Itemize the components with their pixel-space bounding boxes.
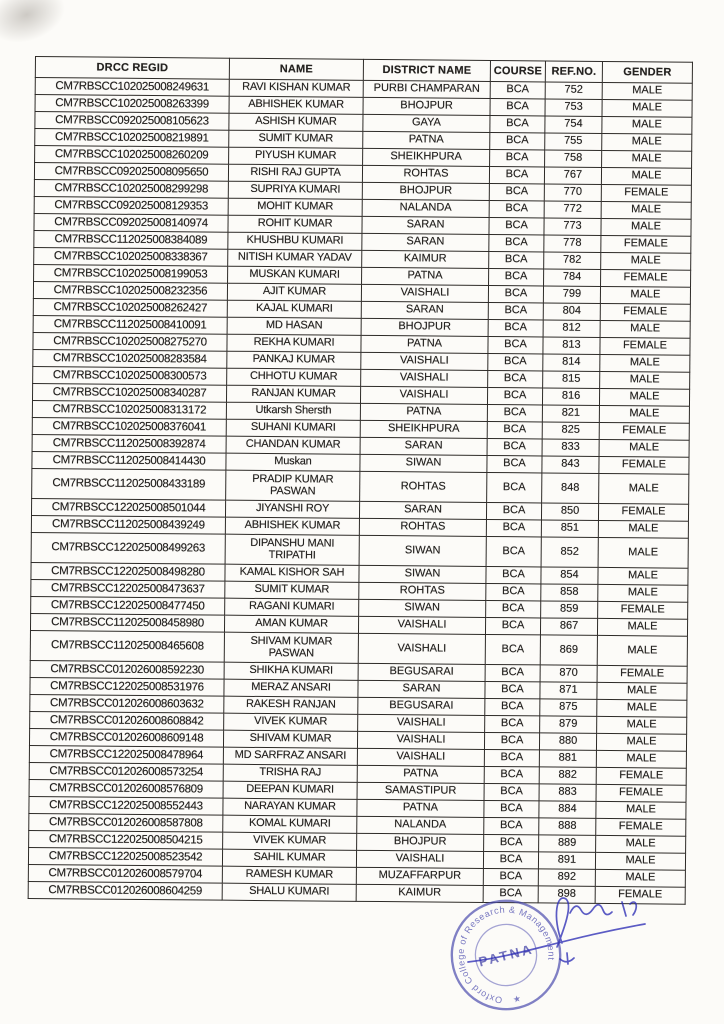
cell-course: BCA	[489, 268, 544, 285]
cell-district: VAISHALI	[361, 369, 488, 387]
cell-name: CHANDAN KUMAR	[226, 436, 360, 454]
signature-flourish-stroke	[468, 924, 645, 962]
cell-name: DIPANSHU MANI TRIPATHI	[225, 534, 359, 565]
cell-district: SHEIKHPURA	[363, 148, 490, 166]
cell-name: TRISHA RAJ	[223, 764, 357, 782]
cell-course: BCA	[488, 336, 543, 353]
cell-course: BCA	[484, 834, 539, 851]
cell-regid: CM7RBSCC122025008498280	[31, 562, 225, 581]
cell-district: BHOJPUR	[363, 97, 490, 115]
cell-district: MUZAFFARPUR	[356, 867, 483, 885]
cell-name: RAGANI KUMARI	[225, 598, 359, 616]
cell-gender: FEMALE	[599, 456, 689, 474]
cell-ref: 843	[542, 456, 599, 473]
cell-district: BHOJPUR	[361, 318, 488, 336]
cell-district: VAISHALI	[358, 616, 485, 634]
cell-name: ABHISHEK KUMAR	[225, 517, 359, 535]
cell-gender: FEMALE	[598, 503, 688, 521]
cell-district: PATNA	[363, 131, 490, 149]
cell-gender: FEMALE	[600, 337, 690, 355]
cell-regid: CM7RBSCC012026008604259	[28, 881, 222, 900]
cell-name: Utkarsh Shersth	[226, 402, 360, 420]
cell-district: VAISHALI	[357, 748, 484, 766]
cell-regid: CM7RBSCC102025008376041	[32, 417, 226, 436]
cell-gender: MALE	[601, 167, 691, 185]
cell-ref: 752	[545, 82, 602, 99]
cell-ref: 881	[539, 750, 596, 767]
signature-scribble-stroke	[570, 905, 612, 915]
header-ref-no: REF.NO.	[545, 61, 602, 82]
cell-course: BCA	[486, 519, 541, 536]
cell-course: BCA	[484, 783, 539, 800]
cell-gender: FEMALE	[598, 601, 688, 619]
cell-regid: CM7RBSCC122025008477450	[31, 596, 225, 615]
cell-name: MOHIT KUMAR	[228, 198, 362, 216]
stamp-star-icon: ★	[511, 993, 523, 1005]
cell-ref: 870	[540, 665, 597, 682]
cell-name: PIYUSH KUMAR	[229, 147, 363, 165]
cell-regid: CM7RBSCC092025008105623	[35, 112, 229, 131]
cell-regid: CM7RBSCC012026008573254	[29, 762, 223, 781]
cell-name: SUMIT KUMAR	[229, 130, 363, 148]
cell-district: BHOJPUR	[357, 833, 484, 851]
cell-name: SUPRIYA KUMARI	[228, 181, 362, 199]
cell-course: BCA	[485, 664, 540, 681]
cell-name: VIVEK KUMAR	[223, 832, 357, 850]
cell-ref: 753	[545, 99, 602, 116]
cell-name: MERAZ ANSARI	[224, 679, 358, 697]
cell-regid: CM7RBSCC012026008592230	[30, 660, 224, 679]
header-name: NAME	[229, 58, 363, 80]
cell-course: BCA	[483, 868, 538, 885]
cell-regid: CM7RBSCC122025008552443	[29, 796, 223, 815]
cell-district: VAISHALI	[361, 284, 488, 302]
cell-ref: 882	[539, 767, 596, 784]
table-body	[28, 78, 692, 905]
cell-ref: 816	[542, 388, 599, 405]
cell-ref: 770	[544, 184, 601, 201]
cell-course: BCA	[490, 98, 545, 115]
cell-regid: CM7RBSCC112025008392874	[32, 434, 226, 453]
cell-gender: MALE	[602, 82, 692, 100]
cell-gender: MALE	[598, 537, 688, 568]
cell-name: KHUSHBU KUMARI	[228, 232, 362, 250]
cell-gender: MALE	[597, 618, 687, 636]
cell-name: DEEPAN KUMARI	[223, 781, 357, 799]
cell-ref: 867	[540, 618, 597, 635]
cell-district: KAIMUR	[362, 250, 489, 268]
cell-district: SIWAN	[359, 535, 486, 566]
cell-course: BCA	[490, 115, 545, 132]
cell-name: CHHOTU KUMAR	[227, 368, 361, 386]
cell-course: BCA	[489, 217, 544, 234]
cell-ref: 782	[544, 252, 601, 269]
cell-course: BCA	[483, 851, 538, 868]
cell-regid: CM7RBSCC112025008439249	[31, 515, 225, 534]
cell-regid: CM7RBSCC102025008313172	[32, 400, 226, 419]
cell-course: BCA	[489, 234, 544, 251]
cell-gender: MALE	[601, 218, 691, 236]
cell-district: KAIMUR	[356, 884, 483, 902]
cell-district: SIWAN	[359, 565, 486, 583]
cell-regid: CM7RBSCC102025008260209	[35, 146, 229, 165]
cell-course: BCA	[487, 472, 542, 502]
cell-name: SHIVAM KUMAR PASWAN	[224, 632, 358, 663]
cell-ref: 891	[538, 852, 595, 869]
cell-regid: CM7RBSCC102025008340287	[32, 383, 226, 402]
cell-ref: 784	[544, 269, 601, 286]
cell-regid: CM7RBSCC122025008478964	[29, 745, 223, 764]
cell-name: SHIVAM KUMAR	[223, 730, 357, 748]
cell-course: BCA	[485, 698, 540, 715]
cell-ref: 767	[544, 167, 601, 184]
cell-course: BCA	[488, 370, 543, 387]
cell-district: BEGUSARAI	[358, 697, 485, 715]
cell-name: SHIKHA KUMARI	[224, 662, 358, 680]
cell-course: BCA	[484, 766, 539, 783]
cell-ref: 889	[539, 835, 596, 852]
cell-district: ROHTAS	[359, 582, 486, 600]
cell-course: BCA	[488, 302, 543, 319]
cell-course: BCA	[489, 200, 544, 217]
cell-name: JIYANSHI ROY	[225, 500, 359, 518]
signature-loop-stroke	[556, 898, 568, 947]
cell-gender: MALE	[598, 584, 688, 602]
cell-name: MD SARFRAZ ANSARI	[223, 747, 357, 765]
cell-gender: FEMALE	[601, 269, 691, 287]
cell-course: BCA	[486, 583, 541, 600]
cell-regid: CM7RBSCC012026008579704	[28, 864, 222, 883]
cell-name: REKHA KUMARI	[227, 334, 361, 352]
cell-name: NITISH KUMAR YADAV	[228, 249, 362, 267]
cell-name: AJIT KUMAR	[227, 283, 361, 301]
cell-district: ROHTAS	[360, 471, 487, 502]
cell-regid: CM7RBSCC102025008219891	[35, 129, 229, 148]
cell-course: BCA	[485, 634, 540, 664]
cell-district: PATNA	[361, 335, 488, 353]
cell-gender: FEMALE	[601, 184, 691, 202]
cell-name: Muskan	[226, 453, 360, 471]
cell-gender: MALE	[598, 520, 688, 538]
cell-gender: MALE	[595, 852, 685, 870]
cell-course: BCA	[487, 455, 542, 472]
cell-course: BCA	[484, 749, 539, 766]
cell-name: RISHI RAJ GUPTA	[228, 164, 362, 182]
cell-course: BCA	[485, 715, 540, 732]
cell-regid: CM7RBSCC012026008608842	[30, 711, 224, 730]
cell-ref: 888	[539, 818, 596, 835]
cell-regid: CM7RBSCC012026008576809	[29, 779, 223, 798]
cell-name: SAHIL KUMAR	[222, 849, 356, 867]
cell-course: BCA	[490, 149, 545, 166]
cell-ref: 869	[540, 635, 597, 665]
cell-ref: 833	[542, 439, 599, 456]
cell-district: VAISHALI	[361, 352, 488, 370]
cell-course: BCA	[485, 681, 540, 698]
cell-district: VAISHALI	[356, 850, 483, 868]
cell-district: SARAN	[359, 501, 486, 519]
handwritten-signature	[440, 880, 666, 1000]
header-district-name: DISTRICT NAME	[363, 59, 490, 81]
cell-district: BHOJPUR	[362, 182, 489, 200]
cell-course: BCA	[488, 353, 543, 370]
cell-regid: CM7RBSCC122025008473637	[31, 579, 225, 598]
cell-course: BCA	[484, 800, 539, 817]
cell-regid: CM7RBSCC102025008199053	[34, 264, 228, 283]
header-gender: GENDER	[602, 61, 692, 83]
cell-gender: MALE	[600, 286, 690, 304]
cell-district: SHEIKHPURA	[360, 420, 487, 438]
cell-gender: MALE	[602, 150, 692, 168]
cell-gender: MALE	[595, 869, 685, 887]
cell-ref: 814	[543, 354, 600, 371]
scan-smudge	[0, 0, 76, 53]
cell-ref: 778	[544, 235, 601, 252]
cell-name: PANKAJ KUMAR	[227, 351, 361, 369]
cell-course: BCA	[487, 421, 542, 438]
cell-name: MUSKAN KUMARI	[228, 266, 362, 284]
cell-gender: MALE	[599, 405, 689, 423]
cell-gender: MALE	[598, 567, 688, 585]
cell-regid: CM7RBSCC122025008531976	[30, 677, 224, 696]
stamp-center-text: PATNA	[477, 941, 536, 970]
cell-gender: MALE	[599, 388, 689, 406]
cell-gender: FEMALE	[597, 665, 687, 683]
student-roster-table	[28, 56, 693, 905]
cell-gender: MALE	[597, 716, 687, 734]
cell-ref: 880	[539, 733, 596, 750]
cell-ref: 859	[541, 601, 598, 618]
cell-gender: MALE	[596, 750, 686, 768]
cell-ref: 851	[541, 520, 598, 537]
cell-name: PRADIP KUMAR PASWAN	[226, 470, 360, 501]
cell-course: BCA	[484, 732, 539, 749]
cell-ref: 852	[541, 537, 598, 567]
cell-ref: 848	[542, 473, 599, 503]
cell-regid: CM7RBSCC102025008283584	[33, 349, 227, 368]
cell-gender: FEMALE	[600, 303, 690, 321]
cell-name: ABHISHEK KUMAR	[229, 96, 363, 114]
cell-ref: 898	[538, 886, 595, 903]
header-drcc-regid: DRCC REGID	[35, 57, 229, 80]
cell-regid: CM7RBSCC112025008384089	[34, 230, 228, 249]
cell-name: RAVI KISHAN KUMAR	[229, 79, 363, 97]
cell-gender: FEMALE	[596, 784, 686, 802]
cell-gender: FEMALE	[596, 818, 686, 836]
cell-regid: CM7RBSCC112025008433189	[32, 468, 226, 500]
cell-course: BCA	[487, 404, 542, 421]
cell-course: BCA	[485, 617, 540, 634]
cell-district: VAISHALI	[360, 386, 487, 404]
cell-name: ASHISH KUMAR	[229, 113, 363, 131]
cell-regid: CM7RBSCC112025008465608	[30, 630, 224, 662]
cell-gender: MALE	[596, 835, 686, 853]
cell-ref: 821	[542, 405, 599, 422]
cell-district: ROHTAS	[359, 518, 486, 536]
cell-regid: CM7RBSCC102025008263399	[35, 95, 229, 114]
cell-gender: MALE	[596, 733, 686, 751]
cell-course: BCA	[483, 885, 538, 902]
cell-gender: MALE	[601, 252, 691, 270]
cell-district: VAISHALI	[358, 633, 485, 664]
cell-name: SUHANI KUMARI	[226, 419, 360, 437]
cell-gender: FEMALE	[595, 886, 685, 904]
cell-name: SHALU KUMARI	[222, 883, 356, 901]
header-course: COURSE	[490, 60, 545, 81]
signature-mark-2	[630, 902, 636, 915]
cell-gender: MALE	[599, 473, 689, 504]
cell-regid: CM7RBSCC012026008603632	[30, 694, 224, 713]
cell-gender: MALE	[600, 354, 690, 372]
cell-course: BCA	[490, 132, 545, 149]
cell-name: NARAYAN KUMAR	[223, 798, 357, 816]
cell-course: BCA	[486, 600, 541, 617]
cell-ref: 879	[540, 716, 597, 733]
cell-regid: CM7RBSCC012026008587808	[29, 813, 223, 832]
signature-tick-stroke-2	[567, 953, 568, 964]
cell-district: SIWAN	[360, 454, 487, 472]
cell-regid: CM7RBSCC112025008414430	[32, 451, 226, 470]
cell-ref: 875	[540, 699, 597, 716]
signature-mark-1	[622, 902, 626, 916]
cell-regid: CM7RBSCC092025008140974	[34, 213, 228, 232]
cell-course: BCA	[484, 817, 539, 834]
cell-name: KAMAL KISHOR SAH	[225, 564, 359, 582]
cell-course: BCA	[490, 81, 545, 98]
cell-district: SIWAN	[359, 599, 486, 617]
cell-name: AMAN KUMAR	[224, 615, 358, 633]
cell-regid: CM7RBSCC102025008338367	[34, 247, 228, 266]
cell-ref: 883	[539, 784, 596, 801]
cell-ref: 812	[543, 320, 600, 337]
cell-course: BCA	[489, 251, 544, 268]
cell-district: PATNA	[357, 765, 484, 783]
cell-regid: CM7RBSCC102025008275270	[33, 332, 227, 351]
cell-gender: FEMALE	[601, 235, 691, 253]
cell-district: NALANDA	[362, 199, 489, 217]
cell-gender: MALE	[601, 201, 691, 219]
cell-district: SARAN	[362, 233, 489, 251]
cell-gender: MALE	[600, 371, 690, 389]
cell-regid: CM7RBSCC102025008232356	[33, 281, 227, 300]
cell-district: SARAN	[361, 301, 488, 319]
cell-gender: FEMALE	[596, 767, 686, 785]
cell-regid: CM7RBSCC102025008262427	[33, 298, 227, 317]
cell-course: BCA	[488, 285, 543, 302]
cell-gender: MALE	[600, 320, 690, 338]
cell-ref: 799	[543, 286, 600, 303]
cell-gender: MALE	[597, 699, 687, 717]
cell-course: BCA	[486, 536, 541, 566]
cell-district: SARAN	[362, 216, 489, 234]
cell-regid: CM7RBSCC012026008609148	[29, 728, 223, 747]
cell-district: BEGUSARAI	[358, 663, 485, 681]
cell-district: SAMASTIPUR	[357, 782, 484, 800]
cell-district: PATNA	[362, 267, 489, 285]
cell-ref: 815	[543, 371, 600, 388]
cell-district: VAISHALI	[357, 731, 484, 749]
cell-district: SARAN	[358, 680, 485, 698]
cell-district: VAISHALI	[358, 714, 485, 732]
cell-regid: CM7RBSCC102025008299298	[34, 179, 228, 198]
cell-name: KOMAL KUMARI	[223, 815, 357, 833]
cell-name: ROHIT KUMAR	[228, 215, 362, 233]
cell-district: PATNA	[357, 799, 484, 817]
cell-gender: MALE	[597, 635, 687, 666]
cell-ref: 884	[539, 801, 596, 818]
cell-name: VIVEK KUMAR	[224, 713, 358, 731]
cell-course: BCA	[489, 183, 544, 200]
cell-course: BCA	[486, 566, 541, 583]
cell-regid: CM7RBSCC122025008523542	[28, 847, 222, 866]
cell-ref: 755	[545, 133, 602, 150]
cell-district: PATNA	[360, 403, 487, 421]
cell-ref: 871	[540, 682, 597, 699]
cell-gender: MALE	[597, 682, 687, 700]
cell-regid: CM7RBSCC122025008499263	[31, 532, 225, 564]
cell-regid: CM7RBSCC092025008095650	[34, 163, 228, 182]
cell-district: PURBI CHAMPARAN	[363, 80, 490, 98]
cell-name: MD HASAN	[227, 317, 361, 335]
cell-regid: CM7RBSCC122025008501044	[31, 498, 225, 517]
cell-ref: 858	[541, 584, 598, 601]
cell-name: RANJAN KUMAR	[226, 385, 360, 403]
cell-course: BCA	[489, 166, 544, 183]
cell-course: BCA	[487, 387, 542, 404]
cell-regid: CM7RBSCC092025008129353	[34, 196, 228, 215]
cell-ref: 754	[545, 116, 602, 133]
cell-gender: FEMALE	[599, 422, 689, 440]
cell-ref: 772	[544, 201, 601, 218]
cell-ref: 854	[541, 567, 598, 584]
cell-gender: MALE	[602, 99, 692, 117]
cell-gender: MALE	[602, 133, 692, 151]
cell-gender: MALE	[599, 439, 689, 457]
cell-regid: CM7RBSCC112025008458980	[30, 613, 224, 632]
cell-ref: 850	[541, 503, 598, 520]
cell-ref: 892	[538, 869, 595, 886]
cell-name: RAKESH RANJAN	[224, 696, 358, 714]
cell-course: BCA	[488, 319, 543, 336]
cell-regid: CM7RBSCC102025008249631	[35, 78, 229, 97]
cell-district: GAYA	[363, 114, 490, 132]
cell-name: RAMESH KUMAR	[222, 866, 356, 884]
cell-name: KAJAL KUMARI	[227, 300, 361, 318]
cell-ref: 758	[545, 150, 602, 167]
cell-course: BCA	[486, 502, 541, 519]
cell-gender: MALE	[596, 801, 686, 819]
cell-regid: CM7RBSCC122025008504215	[29, 830, 223, 849]
cell-ref: 825	[542, 422, 599, 439]
cell-ref: 804	[543, 303, 600, 320]
stamp-ring-text: Oxford College of Research & Management	[455, 904, 557, 1006]
student-roster-table-wrap	[28, 56, 693, 905]
cell-name: SUMIT KUMAR	[225, 581, 359, 599]
cell-gender: MALE	[602, 116, 692, 134]
cell-ref: 773	[544, 218, 601, 235]
cell-ref: 813	[543, 337, 600, 354]
cell-district: NALANDA	[357, 816, 484, 834]
cell-district: ROHTAS	[362, 165, 489, 183]
cell-regid: CM7RBSCC102025008300573	[33, 366, 227, 385]
cell-regid: CM7RBSCC112025008410091	[33, 315, 227, 334]
cell-district: SARAN	[360, 437, 487, 455]
cell-course: BCA	[487, 438, 542, 455]
